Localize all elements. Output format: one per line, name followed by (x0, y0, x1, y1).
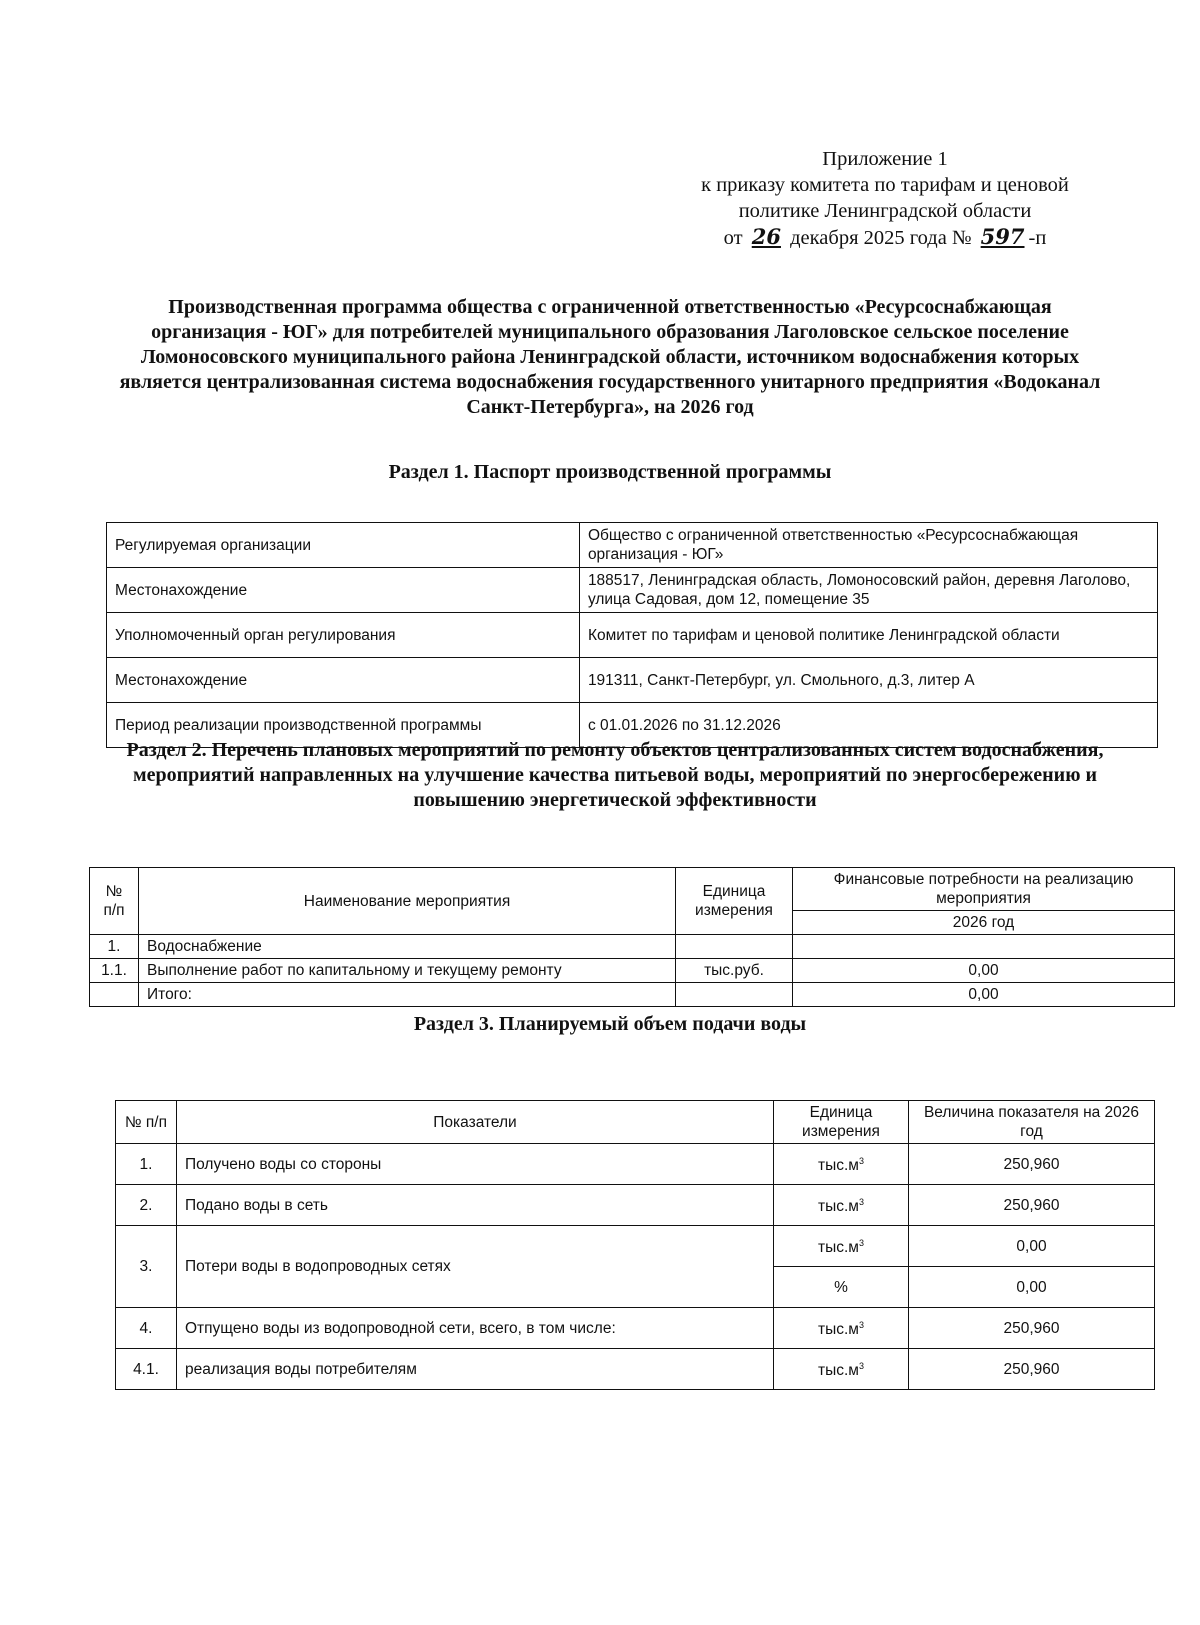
table-row (116, 1185, 1155, 1226)
date-mid: декабря 2025 года № (790, 227, 972, 249)
section1-heading: Раздел 1. Паспорт производственной программы (388, 461, 832, 483)
col-name: Показатели (177, 1101, 774, 1144)
table-row (116, 1226, 1155, 1267)
cell-name: Итого: (139, 983, 676, 1007)
cell-value: 0,00 (793, 983, 1175, 1007)
cell-value: 0,00 (909, 1267, 1155, 1308)
row-value: Общество с ограниченной ответственностью «Ресурсоснабжающая организация - ЮГ» (579, 523, 1157, 568)
table-row (116, 1144, 1155, 1185)
cell-name: реализация воды потребителям (177, 1349, 774, 1390)
cell-unit: $тыс.м^3$ (774, 1308, 909, 1349)
cell-value: 250,960 (909, 1185, 1155, 1226)
cell-value: 0,00 (909, 1226, 1155, 1267)
cell-name: Подано воды в сеть (177, 1185, 774, 1226)
cell-num: 1. (90, 935, 139, 959)
col-num: № п/п (116, 1101, 177, 1144)
cell-name: Выполнение работ по капитальному и текущему ремонту (139, 959, 676, 983)
number-suffix: -п (1028, 227, 1047, 249)
handwritten-day: 26 (751, 224, 781, 249)
cell-unit (676, 983, 793, 1007)
row-value: 188517, Ленинградская область, Ломоносовский район, деревня Лаголово, улица Садовая, дом 12, помещение 35 (579, 568, 1157, 613)
row-label: Местонахождение (107, 658, 580, 703)
table-row (107, 658, 1158, 703)
col-num: № п/п (90, 868, 139, 935)
col-unit: Единица измерения (774, 1101, 909, 1144)
appendix-header (660, 146, 1110, 251)
passport-table (106, 522, 1158, 748)
cell-value: 0,00 (793, 959, 1175, 983)
col-name: Наименование мероприятия (139, 868, 676, 935)
appendix-date-line (660, 224, 1110, 251)
cell-num: 1.1. (90, 959, 139, 983)
table-row (107, 523, 1158, 568)
cell-unit: $тыс.м^3$ (774, 1226, 909, 1267)
table-row (107, 613, 1158, 658)
col-unit: Единица измерения (676, 868, 793, 935)
row-label: Местонахождение (107, 568, 580, 613)
cell-value (793, 935, 1175, 959)
col-value: Величина показателя на 2026 год (909, 1101, 1155, 1144)
cell-value: 250,960 (909, 1349, 1155, 1390)
row-value: 191311, Санкт-Петербург, ул. Смольного, д.3, литер А (579, 658, 1157, 703)
measures-table (89, 867, 1175, 1007)
table-row (107, 568, 1158, 613)
document-title: Производственная программа общества с ограниченной ответственностью «Ресурсоснабжающая организация - ЮГ» для потребителей муниципального образования Лаголовское сельское поселение Ломоносовского муниципального района Ленинградской области, источником водоснабжения которых является централизованная система водоснабжения государственного унитарного предприятия «Водоканал Санкт-Петербурга», на 2026 год (119, 296, 1101, 418)
row-label: Уполномоченный орган регулирования (107, 613, 580, 658)
section2-heading: Раздел 2. Перечень плановых мероприятий по ремонту объектов централизованных систем водоснабжения, мероприятий направленных на улучшение качества питьевой воды, мероприятий по энергосбережению и повышению энергетической эффективности (126, 739, 1104, 811)
cell-unit: $тыс.м^3$ (774, 1349, 909, 1390)
cell-num: 4.1. (116, 1349, 177, 1390)
cell-value: 250,960 (909, 1308, 1155, 1349)
cell-unit: $тыс.м^3$ (774, 1185, 909, 1226)
appendix-line2: к приказу комитета по тарифам и ценовой (701, 174, 1069, 196)
cell-unit (676, 935, 793, 959)
col-fin: Финансовые потребности на реализацию мероприятия (793, 868, 1175, 911)
cell-name: Получено воды со стороны (177, 1144, 774, 1185)
row-value: Комитет по тарифам и ценовой политике Ленинградской области (579, 613, 1157, 658)
handwritten-number: 597 (980, 224, 1025, 249)
cell-num: 2. (116, 1185, 177, 1226)
water-volume-table (115, 1100, 1155, 1390)
cell-num: 3. (116, 1226, 177, 1308)
cell-num: 4. (116, 1308, 177, 1349)
appendix-line1: Приложение 1 (822, 148, 948, 170)
cell-unit: % (774, 1267, 909, 1308)
table-row (116, 1308, 1155, 1349)
cell-name: Водоснабжение (139, 935, 676, 959)
cell-unit: $тыс.м^3$ (774, 1144, 909, 1185)
section3-heading: Раздел 3. Планируемый объем подачи воды (413, 1013, 807, 1035)
cell-name: Отпущено воды из водопроводной сети, всего, в том числе: (177, 1308, 774, 1349)
cell-value: 250,960 (909, 1144, 1155, 1185)
date-prefix: от (723, 227, 743, 249)
cell-name: Потери воды в водопроводных сетях (177, 1226, 774, 1308)
cell-num (90, 983, 139, 1007)
cell-unit: тыс.руб. (676, 959, 793, 983)
table-row (116, 1349, 1155, 1390)
table-row (90, 983, 1175, 1007)
row-label: Регулируемая организации (107, 523, 580, 568)
row-label: Период реализации производственной программы (107, 703, 580, 748)
cell-num: 1. (116, 1144, 177, 1185)
table-row (90, 959, 1175, 983)
row-value: с 01.01.2026 по 31.12.2026 (579, 703, 1157, 748)
table-row (90, 935, 1175, 959)
appendix-line3: политике Ленинградской области (738, 200, 1032, 222)
col-year: 2026 год (793, 911, 1175, 935)
